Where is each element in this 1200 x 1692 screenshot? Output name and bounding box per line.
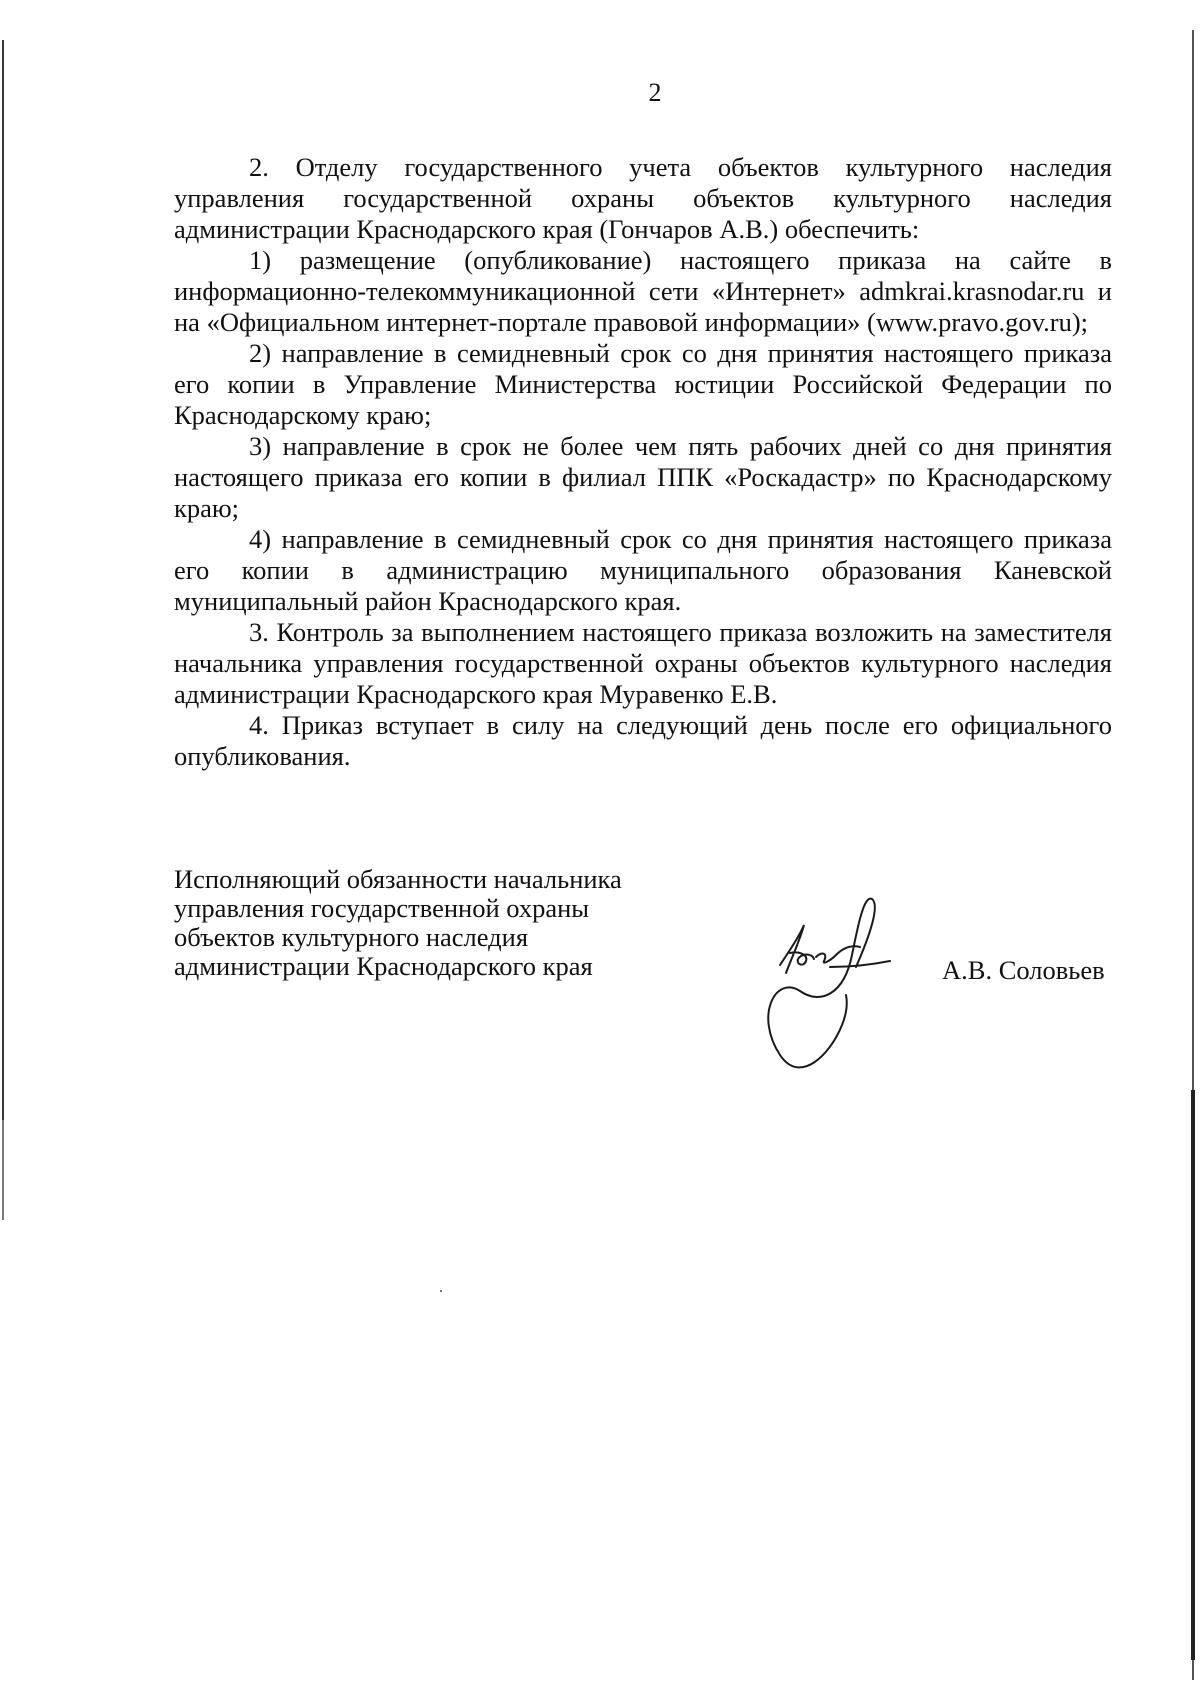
signatory-title bbox=[174, 865, 694, 981]
handwritten-signature bbox=[760, 895, 910, 1075]
paragraph-subitem-4: 4) направление в семидневный срок со дня принятия настоящего приказа его копии в администрацию муниципального образования Каневской муниципальный район Краснодарского края. bbox=[174, 524, 1112, 616]
page-number: 2 bbox=[648, 78, 662, 107]
signatory-title-line: объектов культурного наследия bbox=[174, 922, 529, 952]
scan-edge-left-lower bbox=[2, 1120, 4, 1220]
paragraph-item-3: 3. Контроль за выполнением настоящего приказа возложить на заместителя начальника управления государственной охраны объектов культурного наследия администрации Краснодарского края Муравенко Е.В. bbox=[174, 617, 1112, 709]
scan-edge-left bbox=[2, 40, 4, 1220]
signatory-title-line: Исполняющий обязанности начальника bbox=[174, 864, 622, 894]
signatory-title-line: управления государственной охраны bbox=[174, 893, 590, 923]
paragraph-item-2: 2. Отделу государственного учета объектов культурного наследия управления государственной охраны объектов культурного наследия администрации Краснодарского края (Гончаров А.В.) обеспечить: bbox=[174, 152, 1112, 244]
paragraph-item-4: 4. Приказ вступает в силу на следующий день после его официального опубликования. bbox=[174, 710, 1112, 771]
signer-name: А.В. Соловьев bbox=[942, 955, 1105, 985]
scan-edge-right-lower bbox=[1191, 1090, 1195, 1660]
signatory-title-line: администрации Краснодарского края bbox=[174, 951, 593, 981]
paragraph-subitem-1: 1) размещение (опубликование) настоящего приказа на сайте в информационно-телекоммуникационной сети «Интернет» admkrai.krasnodar.ru и на «Официальном интернет-портале правовой информации» (www.pravo.gov.ru); bbox=[174, 245, 1112, 337]
scan-speck bbox=[440, 1290, 442, 1292]
paragraph-subitem-2: 2) направление в семидневный срок со дня принятия настоящего приказа его копии в Управление Министерства юстиции Российской Федерации по Краснодарскому краю; bbox=[174, 338, 1112, 430]
paragraph-subitem-3: 3) направление в срок не более чем пять рабочих дней со дня принятия настоящего приказа его копии в филиал ППК «Роскадастр» по Краснодарскому краю; bbox=[174, 431, 1112, 523]
document-body bbox=[174, 152, 1112, 772]
